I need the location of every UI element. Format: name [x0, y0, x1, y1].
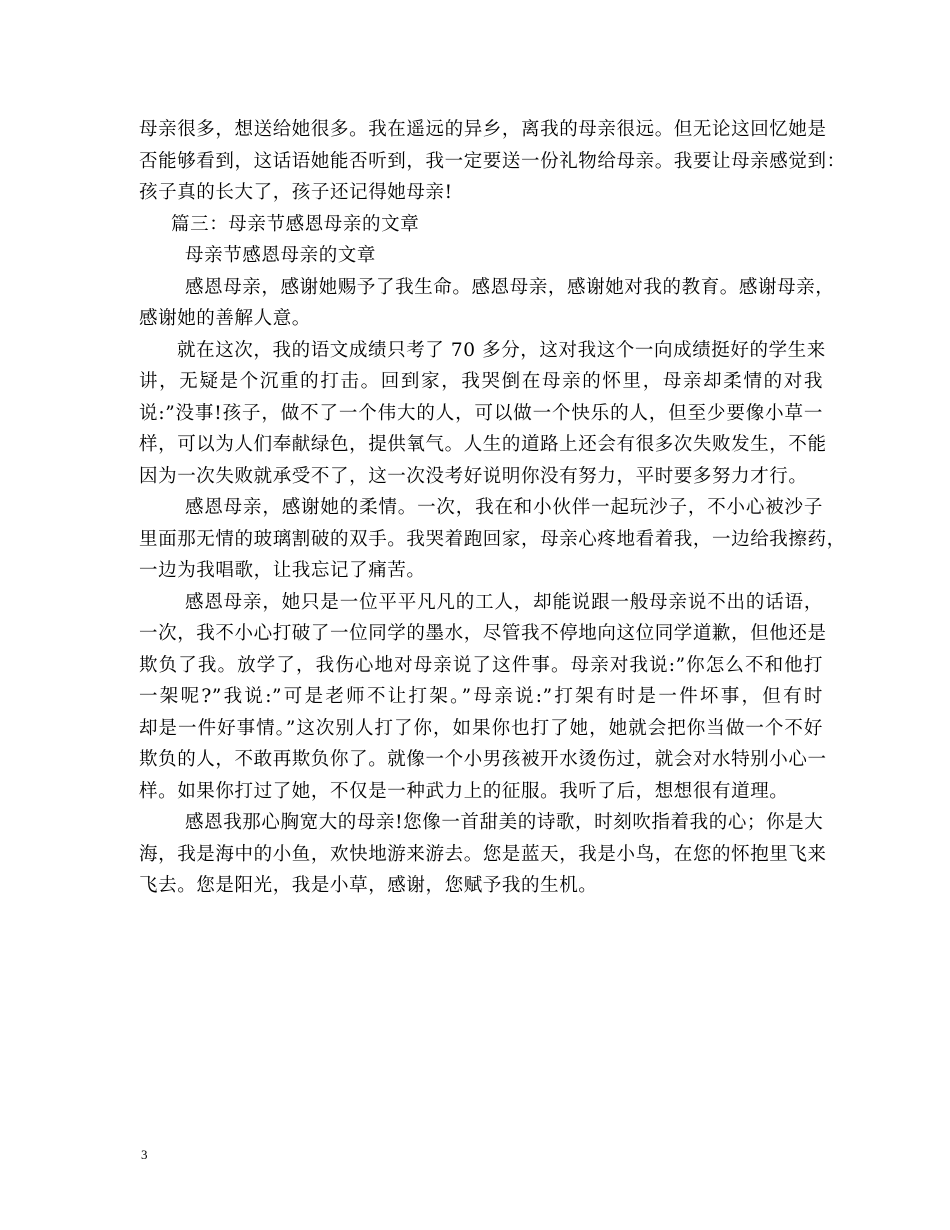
text-line: 感谢她的善解人意。 [139, 308, 311, 329]
text-line: 欺负的人，不敢再欺负你了。就像一个小男孩被开水烫伤过，就会对水特别小心一 [139, 749, 827, 770]
text-line: 海，我是海中的小鱼，欢快地游来游去。您是蓝天，我是小鸟，在您的怀抱里飞来 [139, 843, 827, 865]
text-line: 孩子真的长大了，孩子还记得她母亲! [139, 182, 453, 203]
article-title: 母亲节感恩母亲的文章 [185, 245, 377, 266]
text-line: 样。如果你打过了她，不仅是一种武力上的征服。我听了后，想想很有道理。 [139, 780, 789, 802]
text-line: 感恩母亲，感谢她的柔情。一次，我在和小伙伴一起玩沙子，不小心被沙子 [185, 497, 823, 518]
text-line: 飞去。您是阳光，我是小草，感谢，您赋予我的生机。 [139, 875, 598, 896]
text-line: 一边为我唱歌，让我忘记了痛苦。 [139, 560, 426, 581]
text-line: 欺负了我。放学了，我伤心地对母亲说了这件事。母亲对我说:”你怎么不和他打 [139, 654, 823, 676]
text-line: 感恩母亲，她只是一位平平凡凡的工人，却能说跟一般母亲说不出的话语， [185, 591, 823, 613]
text-line: 因为一次失败就承受不了，这一次没考好说明你没有努力，平时要多努力才行。 [139, 465, 808, 487]
section-heading: 篇三：母亲节感恩母亲的文章 [171, 213, 420, 235]
text-line: 母亲很多，想送给她很多。我在遥远的异乡，离我的母亲很远。但无论这回忆她是 [139, 119, 827, 140]
text-line: 一次，我不小心打破了一位同学的墨水，尽管我不停地向这位同学道歉，但他还是 [139, 623, 827, 644]
text-line: 讲，无疑是个沉重的打击。回到家，我哭倒在母亲的怀里，母亲却柔情的对我 [139, 371, 823, 392]
text-line: 一架呢?”我说:”可是老师不让打架。”母亲说:”打架有时是一件坏事，但有时 [139, 686, 823, 707]
text-line: 里面那无情的玻璃割破的双手。我哭着跑回家，母亲心疼地看着我，一边给我擦药， [139, 528, 846, 550]
page-number: 3 [141, 1147, 148, 1162]
text-line: 说:”没事!孩子，做不了一个伟大的人，可以做一个快乐的人，但至少要像小草一 [139, 402, 823, 424]
text-line: 样，可以为人们奉献绿色，提供氧气。人生的道路上还会有很多次失败发生，不能 [139, 434, 827, 455]
text-line: 就在这次，我的语文成绩只考了 70 多分，这对我这个一向成绩挺好的学生来 [177, 339, 826, 361]
document-body [139, 114, 846, 902]
text-line: 感恩母亲，感谢她赐予了我生命。感恩母亲，感谢她对我的教育。感谢母亲， [185, 276, 835, 298]
text-line: 感恩我那心胸宽大的母亲!您像一首甜美的诗歌，时刻吹指着我的心；你是大 [185, 812, 824, 833]
text-line: 否能够看到，这话语她能否听到，我一定要送一份礼物给母亲。我要让母亲感觉到： [139, 150, 846, 172]
text-line: 却是一件好事情。”这次别人打了你，如果你也打了她，她就会把你当做一个不好 [139, 717, 823, 739]
